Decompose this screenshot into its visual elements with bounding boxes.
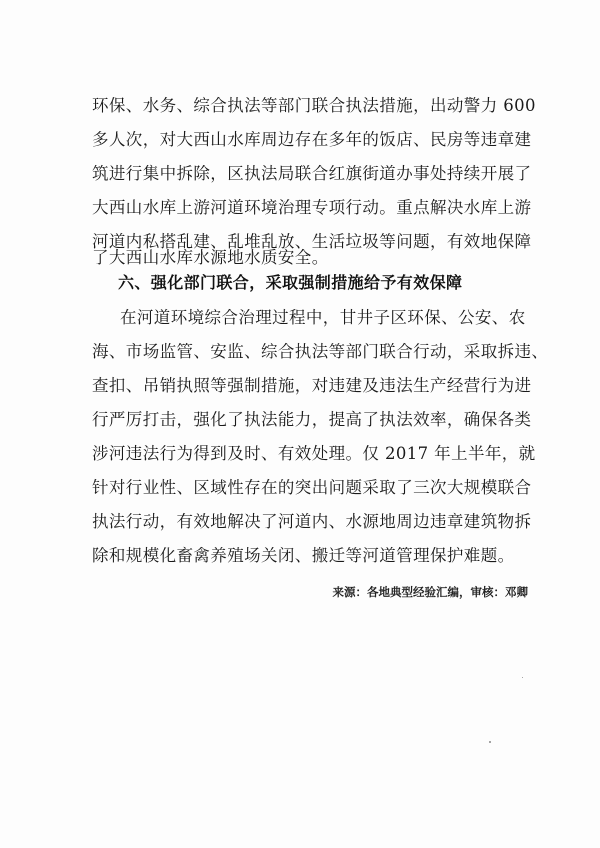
paragraph-2-line: 在河道环境综合治理过程中，甘井子区环保、公安、农 [120, 308, 526, 327]
paragraph-2-line: 查扣、吊销执照等强制措施，对违建及违法生产经营行为进 [92, 376, 532, 395]
source-attribution: 来源：各地典型经验汇编，审核：邓卿 [332, 585, 528, 599]
paragraph-2-line: 除和规模化畜禽养殖场关闭、搬迁等河道管理保护难题。 [92, 546, 515, 565]
paragraph-2-line: 行严厉打击，强化了执法能力，提高了执法效率，确保各类 [92, 410, 532, 429]
paragraph-1-line: 河道内私搭乱建、乱堆乱放、生活垃圾等问题，有效地保障 [92, 232, 532, 251]
scan-speck [522, 677, 523, 678]
section-heading: 六、强化部门联合，采取强制措施给予有效保障 [118, 273, 463, 292]
paragraph-2-line: 涉河违法行为得到及时、有效处理。仅 2017 年上半年，就 [92, 444, 536, 463]
paragraph-1-line: 筑进行集中拆除，区执法局联合红旗街道办事处持续开展了 [92, 164, 532, 183]
paragraph-1-line: 大西山水库上游河道环境治理专项行动。重点解决水库上游 [92, 198, 532, 217]
paragraph-1-line: 了大西山水库水源地水质安全。 [92, 248, 329, 267]
paragraph-2-line: 执法行动，有效地解决了河道内、水源地周边违章建筑物拆 [92, 512, 532, 531]
paragraph-2-line: 海、市场监管、安监、综合执法等部门联合行动，采取拆违、 [92, 342, 549, 361]
paragraph-1-line: 多人次，对大西山水库周边存在多年的饭店、民房等违章建 [92, 130, 532, 149]
paragraph-1-line: 环保、水务、综合执法等部门联合执法措施，出动警力 600 [92, 96, 536, 115]
scan-speck [489, 741, 491, 743]
paragraph-2-line: 针对行业性、区域性存在的突出问题采取了三次大规模联合 [92, 478, 532, 497]
